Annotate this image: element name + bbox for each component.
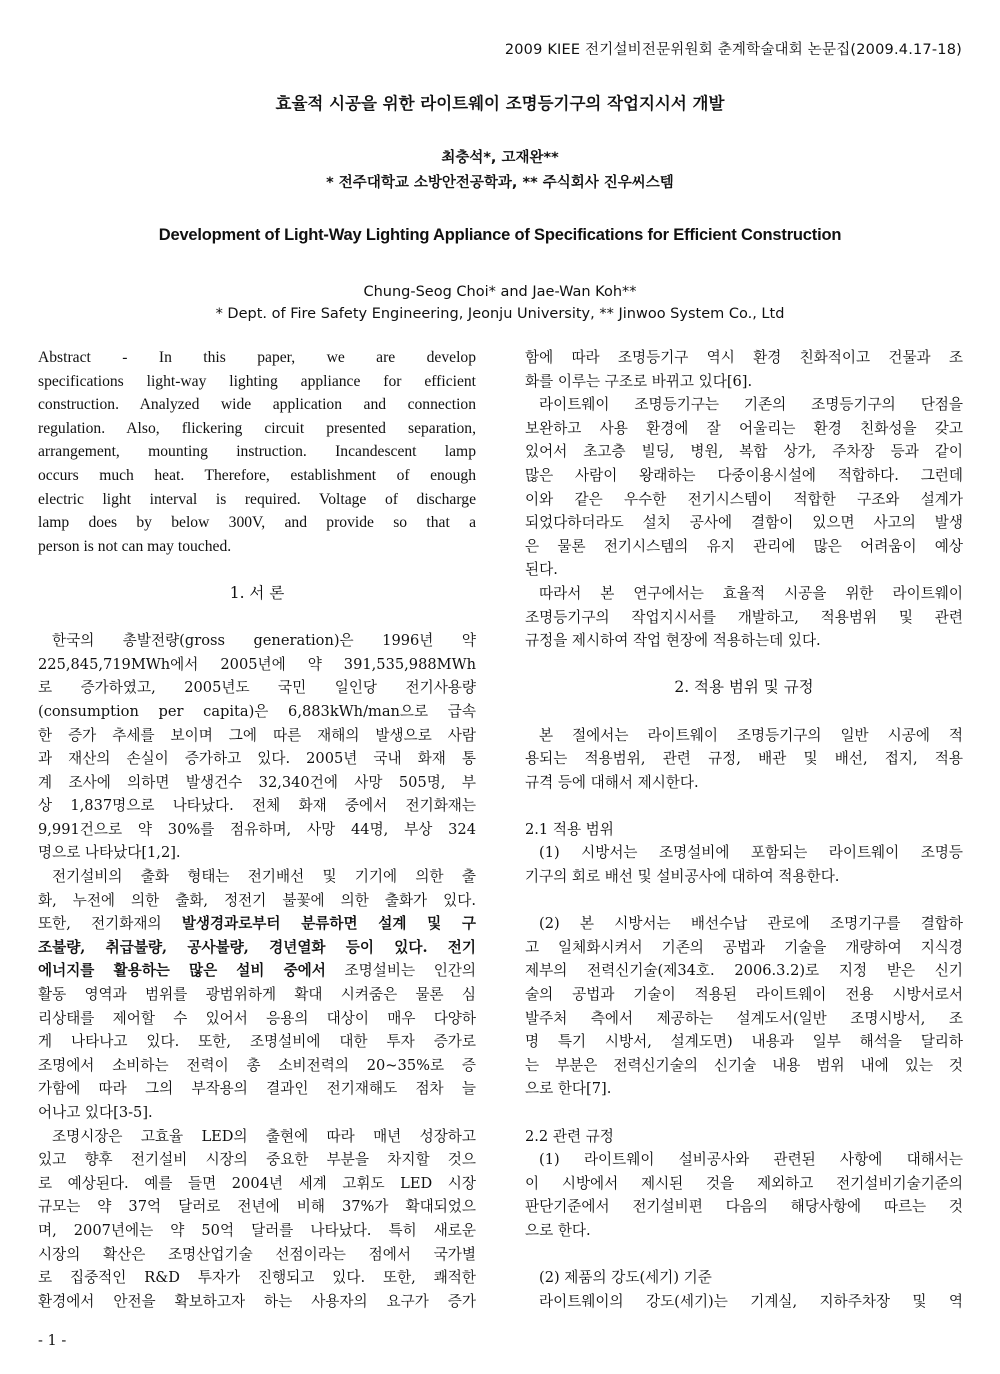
body-line: 있어서 초고층 빌딩, 병원, 복합 상가, 주차장 등과 같이 (525, 443, 963, 461)
body-line: 으로 한다. (525, 1221, 591, 1239)
section-heading-introduction: 1. 서 론 (229, 583, 285, 602)
abstract-line: Abstract - In this paper, we are develop (38, 349, 476, 366)
body-line: 리상태를 제어할 수 있어서 응용의 대상이 매우 다양하 (38, 1009, 476, 1027)
body-line: 환경에서 안전을 확보하고자 하는 사용자의 요구가 증가 (38, 1292, 476, 1310)
body-line: 함에 따라 조명등기구 역시 환경 친화적이고 건물과 조 (525, 349, 963, 366)
body-line: 라이트웨이 조명등기구는 기존의 조명등기구의 단점을 (539, 396, 963, 414)
body-line: 본 절에서는 라이트웨이 조명등기구의 일반 시공에 적 (539, 726, 963, 744)
body-line: 고 일체화시켜서 기존의 공법과 기술을 개량하여 지식경 (525, 938, 963, 956)
subsection-heading-2-1: 2.1 적용 범위 (525, 820, 614, 838)
body-line: 로 증가하였고, 2005년도 국민 일인당 전기사용량 (38, 679, 476, 697)
body-line: 한국의 총발전량(gross generation)은 1996년 약 (52, 632, 476, 650)
right-column (525, 346, 963, 1313)
body-line: 화, 누전에 의한 출화, 정전기 불꽃에 의한 출화가 있다. (38, 891, 476, 909)
body-line: 제부의 전력신기술(제34호. 2006.3.2)로 지정 받은 신기 (525, 962, 963, 980)
abstract-line: specifications light-way lighting appliance for efficient (38, 372, 476, 390)
bold-text: 에너지를 활용하는 많은 설비 중에서 (38, 962, 326, 980)
abstract-line: person is not can may touched. (38, 537, 232, 555)
left-column (38, 346, 476, 1313)
body-line: (1) 시방서는 조명설비에 포함되는 라이트웨이 조명등 (539, 844, 963, 862)
body-line: 술의 공법과 기술이 적용된 라이트웨이 전용 시방서로서 (525, 986, 963, 1004)
body-line: 조명등기구의 작업지시서를 개발하고, 적용범위 및 관련 (525, 608, 963, 626)
abstract-line: arrangement, mounting instruction. Incandescent lamp (38, 443, 476, 461)
running-head: 2009 KIEE 전기설비전문위원회 춘계학술대회 논문집(2009.4.17-18) (504, 42, 962, 58)
subsection-heading-2-2: 2.2 관련 규정 (525, 1127, 614, 1145)
body-line: 조명에서 소비하는 전력이 총 소비전력의 20~35%로 증 (38, 1056, 476, 1074)
authors-english: Chung-Seog Choi* and Jae-Wan Koh** (363, 284, 637, 300)
body-line: 로 집중적인 R&D 투자가 진행되고 있다. 또한, 쾌적한 (38, 1269, 476, 1287)
body-line: 용되는 적용범위, 관련 규정, 배관 및 배선, 접지, 적용 (525, 750, 963, 768)
body-line: 되었다하더라도 설치 공사에 결함이 있으면 사고의 발생 (525, 514, 963, 532)
body-line: 가함에 따라 그의 부작용의 결과인 전기재해도 점차 늘 (38, 1080, 476, 1098)
body-line: 이 시방에서 제시된 것을 제외하고 전기설비기술기준의 (525, 1174, 963, 1192)
body-line: 많은 사람이 왕래하는 다중이용시설에 적합하다. 그런데 (525, 466, 963, 484)
body-line: 계 조사에 의하면 발생건수 32,340건에 사망 505명, 부 (38, 773, 476, 791)
body-line: (2) 제품의 강도(세기) 기준 (539, 1269, 712, 1287)
body-line: 과 재산의 손실이 증가하고 있다. 2005년 국내 화재 통 (38, 750, 476, 768)
body-line: 라이트웨이의 강도(세기)는 기계실, 지하주차장 및 역 (539, 1292, 963, 1310)
body-line: 발주처 측에서 제공하는 설계도서(일반 조명시방서, 조 (525, 1009, 963, 1027)
body-line: 으로 한다[7]. (525, 1080, 612, 1098)
page-number: - 1 - (38, 1333, 67, 1349)
body-line: 규정을 제시하여 작업 현장에 적용하는데 있다. (525, 632, 821, 650)
abstract-line: occurs much heat. Therefore, establishment of enough (38, 466, 476, 484)
body-line: 또한, 전기화재의 발생경과로부터 분류하면 설계 및 구 (38, 915, 476, 933)
body-line: 전기설비의 출화 형태는 전기배선 및 기기에 의한 출 (52, 868, 476, 886)
body-line: 판단기준에서 전기설비편 다음의 해당사항에 따르는 것 (525, 1198, 963, 1216)
body-line: (2) 본 시방서는 배선수납 관로에 조명기구를 결합하 (539, 915, 963, 933)
body-line: (consumption per capita)은 6,883kWh/man으로 급속 (38, 702, 476, 720)
body-line: 상 1,837명으로 나타났다. 전체 화재 중에서 전기화재는 (38, 797, 476, 815)
title-english: Development of Light-Way Lighting Appliance of Specifications for Efficient Construction (158, 226, 842, 244)
body-line: 한 증가 추세를 보이며 그에 따른 재해의 발생으로 사람 (38, 726, 476, 744)
body-line: 있고 향후 전기설비 시장의 중요한 부분을 차지할 것으 (38, 1151, 476, 1169)
body-line: 9,991건으로 약 30%를 점유하며, 사망 44명, 부상 324 (38, 820, 476, 838)
body-line: 규모는 약 37억 달러로 전년에 비해 37%가 확대되었으 (38, 1198, 476, 1216)
body-line: 시장의 확산은 조명산업기술 선점이라는 점에서 국가별 (38, 1245, 476, 1263)
body-line: 기구의 회로 배선 및 설비공사에 대하여 적용한다. (525, 868, 840, 886)
body-line: 어나고 있다[3-5]. (38, 1104, 153, 1121)
body-line: 게 나타나고 있다. 또한, 조명설비에 대한 투자 증가로 (38, 1033, 476, 1051)
abstract-line: lamp does by below 300V, and provide so that a (38, 514, 476, 532)
body-line: 이와 같은 우수한 전기시스템이 적합한 구조와 설계가 (525, 490, 963, 508)
body-line: 로 예상된다. 예를 들면 2004년 세계 고휘도 LED 시장 (38, 1174, 476, 1192)
body-line: 따라서 본 연구에서는 효율적 시공을 위한 라이트웨이 (539, 584, 963, 602)
authors-korean: 최충석*, 고재완** (441, 150, 559, 166)
body-line: 며, 2007년에는 약 50억 달러를 나타났다. 특히 새로운 (38, 1221, 476, 1239)
body-line: 규격 등에 대해서 제시한다. (525, 773, 699, 791)
section-heading-scope: 2. 적용 범위 및 규정 (674, 678, 814, 697)
body-line: 화를 이루는 구조로 바뀌고 있다[6]. (525, 372, 753, 390)
body-line: 225,845,719MWh에서 2005년에 약 391,535,988MWh (38, 655, 476, 673)
body-line: (1) 라이트웨이 설비공사와 관련된 사항에 대해서는 (539, 1151, 963, 1169)
body-line: 명으로 나타났다[1,2]. (38, 844, 181, 862)
body-line: 은 물론 전기시스템의 유지 관리에 많은 어려움이 예상 (525, 537, 963, 555)
abstract-line: electric light interval is required. Voltage of discharge (38, 490, 476, 508)
title-korean: 효율적 시공을 위한 라이트웨이 조명등기구의 작업지시서 개발 (275, 94, 725, 113)
abstract (38, 346, 476, 558)
affiliation-korean: * 전주대학교 소방안전공학과, ** 주식회사 진우씨스템 (326, 175, 674, 191)
body-line: 명 특기 시방서, 설계도면) 내용과 일부 해석을 달리하 (525, 1033, 963, 1051)
body-line: 활동 영역과 범위를 광범위하게 확대 시켜줌은 물론 심 (38, 986, 476, 1004)
body-line: 보완하고 사용 환경에 잘 어울리는 환경 친화성을 갖고 (525, 419, 963, 437)
abstract-line: regulation. Also, flickering circuit presented separation, (38, 419, 476, 437)
body-line-bold: 조불량, 취급불량, 공사불량, 경년열화 등이 있다. 전기 (38, 938, 476, 956)
body-line: 는 부분은 전력신기술의 신기술 내용 범위 내에 있는 것 (525, 1056, 963, 1074)
body-line: 조명시장은 고효율 LED의 출현에 따라 매년 성장하고 (52, 1127, 476, 1145)
body-line: 된다. (525, 561, 558, 579)
bold-text: 발생경과로부터 분류하면 설계 및 구 (181, 915, 476, 933)
affiliation-english: * Dept. of Fire Safety Engineering, Jeonju University, ** Jinwoo System Co., Ltd (215, 306, 785, 322)
body-line: 에너지를 활용하는 많은 설비 중에서 조명설비는 인간의 (38, 962, 476, 980)
abstract-line: construction. Analyzed wide application and connection (38, 396, 476, 414)
